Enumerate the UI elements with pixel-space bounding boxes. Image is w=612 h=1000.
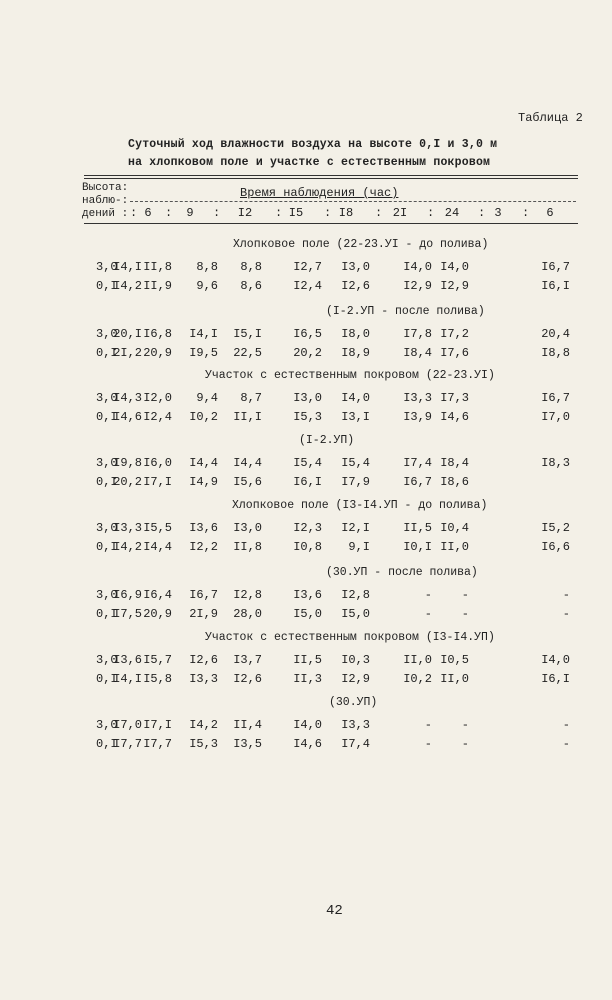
table-cell: I8,3 [541, 456, 570, 470]
table-cell: I2,6 [189, 653, 218, 667]
table-cell: I2,7 [293, 260, 322, 274]
table-cell: I8,8 [541, 346, 570, 360]
table-cell: I9,8 [113, 456, 142, 470]
table-cell: I2,2 [189, 540, 218, 554]
row-height: 3,0 [96, 327, 118, 341]
table-cell: I7,6 [440, 346, 469, 360]
table-cell: I4,0 [403, 260, 432, 274]
table-cell: 20,I [113, 327, 142, 341]
header-separator: : [213, 206, 221, 220]
header-separator: : [165, 206, 173, 220]
table-cell: I3,0 [341, 260, 370, 274]
row-height: 0,I [96, 410, 118, 424]
height-column-header [82, 182, 130, 221]
table-cell: II,0 [440, 672, 469, 686]
table-cell: 8,6 [240, 279, 262, 293]
table-cell: I4,2 [113, 279, 142, 293]
table-cell: I6,9 [113, 588, 142, 602]
table-cell: I4,0 [341, 391, 370, 405]
table-cell: II,3 [293, 672, 322, 686]
table-cell: I3,3 [189, 672, 218, 686]
time-header-cell: 9 [186, 206, 194, 220]
table-cell: I6,7 [403, 475, 432, 489]
table-cell: I3,7 [233, 653, 262, 667]
table-cell: I5,5 [143, 521, 172, 535]
table-cell: 9,I [348, 540, 370, 554]
table-cell: - [461, 607, 469, 621]
table-cell: I8,4 [403, 346, 432, 360]
table-cell: I3,0 [233, 521, 262, 535]
row-height: 3,0 [96, 260, 118, 274]
table-caption-line2: на хлопковом поле и участке с естественным покровом [128, 156, 491, 169]
table-cell: - [562, 607, 570, 621]
table-cell: - [424, 588, 432, 602]
row-height: 3,0 [96, 456, 118, 470]
height-header-line: дений : [82, 208, 129, 220]
section-title: Участок с естественным покровом (22-23.УI) [205, 369, 495, 382]
row-height: 3,0 [96, 588, 118, 602]
table-cell: - [424, 607, 432, 621]
table-cell: 20,9 [143, 346, 172, 360]
time-header-row [130, 206, 576, 220]
table-cell: I6,7 [189, 588, 218, 602]
header-divider [130, 201, 576, 202]
table-cell: - [461, 588, 469, 602]
table-cell: I2,4 [293, 279, 322, 293]
table-cell: 20,9 [143, 607, 172, 621]
section-title: Хлопковое поле (22-23.УI - до полива) [233, 238, 489, 251]
table-cell: I5,0 [341, 607, 370, 621]
table-cell: I5,2 [541, 521, 570, 535]
table-cell: I8,9 [341, 346, 370, 360]
section-title: (30.УП) [329, 696, 378, 709]
header-separator: : [275, 206, 283, 220]
table-cell: I4,2 [113, 540, 142, 554]
table-cell: I0,I [403, 540, 432, 554]
table-cell: I3,9 [403, 410, 432, 424]
row-height: 3,0 [96, 718, 118, 732]
table-cell: - [562, 718, 570, 732]
table-cell: I4,I [113, 260, 142, 274]
table-cell: I4,I [113, 672, 142, 686]
table-cell: 20,4 [541, 327, 570, 341]
table-cell: I4,I [189, 327, 218, 341]
row-height: 0,I [96, 737, 118, 751]
table-cell: I3,3 [341, 718, 370, 732]
table-cell: I4,0 [541, 653, 570, 667]
table-cell: I6,5 [293, 327, 322, 341]
row-height: 0,I [96, 475, 118, 489]
table-cell: I6,6 [541, 540, 570, 554]
table-cell: I3,6 [189, 521, 218, 535]
table-cell: I9,5 [189, 346, 218, 360]
table-cell: - [562, 588, 570, 602]
table-cell: 8,8 [196, 260, 218, 274]
header-separator: : [324, 206, 332, 220]
table-cell: I0,8 [293, 540, 322, 554]
table-cell: II,8 [233, 540, 262, 554]
table-cell: II,5 [293, 653, 322, 667]
table-cell: I0,2 [189, 410, 218, 424]
table-cell: I8,6 [440, 475, 469, 489]
table-cell: I4,6 [113, 410, 142, 424]
row-height: 0,I [96, 540, 118, 554]
table-cell: I6,I [541, 672, 570, 686]
table-cell: I3,3 [403, 391, 432, 405]
table-cell: I2,8 [341, 588, 370, 602]
table-cell: I5,7 [143, 653, 172, 667]
table-cell: - [562, 737, 570, 751]
table-cell: I8,0 [341, 327, 370, 341]
table-cell: I6,I [541, 279, 570, 293]
table-cell: 20,2 [113, 475, 142, 489]
table-cell: I4,0 [293, 718, 322, 732]
table-cell: I2,6 [341, 279, 370, 293]
table-cell: I2,3 [293, 521, 322, 535]
height-header-line: Высота: [82, 182, 129, 194]
table-cell: I3,3 [113, 521, 142, 535]
table-cell: I7,9 [341, 475, 370, 489]
table-cell: I4,2 [189, 718, 218, 732]
table-cell: 9,6 [196, 279, 218, 293]
table-cell: I2,6 [233, 672, 262, 686]
table-cell: - [461, 737, 469, 751]
table-cell: I4,0 [440, 260, 469, 274]
height-header-line: наблю-: [82, 195, 129, 207]
row-height: 0,I [96, 607, 118, 621]
table-cell: I5,4 [341, 456, 370, 470]
table-cell: I2,4 [143, 410, 172, 424]
table-cell: I7,I [143, 475, 172, 489]
time-header-cell: I5 [288, 206, 304, 220]
table-cell: I7,0 [541, 410, 570, 424]
row-height: 0,I [96, 672, 118, 686]
row-height: 0,I [96, 346, 118, 360]
table-cell: 20,2 [293, 346, 322, 360]
table-cell: - [424, 737, 432, 751]
table-cell: I7,3 [440, 391, 469, 405]
table-cell: I5,0 [293, 607, 322, 621]
row-height: 3,0 [96, 653, 118, 667]
section-title: Хлопковое поле (I3-I4.УП - до полива) [232, 499, 488, 512]
table-cell: I6,I [293, 475, 322, 489]
table-cell: I2,9 [341, 672, 370, 686]
header-separator: : [130, 206, 138, 220]
top-rule [84, 175, 578, 176]
table-cell: 2I,2 [113, 346, 142, 360]
table-cell: I4,4 [143, 540, 172, 554]
table-cell: I5,4 [293, 456, 322, 470]
top-rule-double [84, 178, 578, 179]
table-cell: I4,4 [233, 456, 262, 470]
table-cell: I2,0 [143, 391, 172, 405]
page-number: 42 [326, 903, 343, 919]
table-cell: I3,0 [293, 391, 322, 405]
table-cell: - [424, 718, 432, 732]
table-cell: I6,7 [541, 391, 570, 405]
row-height: 3,0 [96, 391, 118, 405]
header-separator: : [375, 206, 383, 220]
table-cell: I2,9 [403, 279, 432, 293]
table-cell: I7,2 [440, 327, 469, 341]
table-cell: I0,5 [440, 653, 469, 667]
table-cell: - [461, 718, 469, 732]
table-cell: I6,0 [143, 456, 172, 470]
time-header-cell: I2 [237, 206, 253, 220]
table-cell: I4,9 [189, 475, 218, 489]
table-cell: I7,7 [113, 737, 142, 751]
table-cell: I4,4 [189, 456, 218, 470]
table-cell: I3,6 [293, 588, 322, 602]
table-cell: I0,2 [403, 672, 432, 686]
table-cell: II,0 [403, 653, 432, 667]
table-cell: 9,4 [196, 391, 218, 405]
table-cell: I8,4 [440, 456, 469, 470]
section-title: Участок с естественным покровом (I3-I4.УП) [205, 631, 495, 644]
table-cell: I7,4 [403, 456, 432, 470]
table-cell: 28,0 [233, 607, 262, 621]
table-cell: I3,5 [233, 737, 262, 751]
table-cell: 8,7 [240, 391, 262, 405]
table-cell: I7,7 [143, 737, 172, 751]
time-header-cell: I8 [338, 206, 354, 220]
table-cell: I5,3 [293, 410, 322, 424]
table-cell: I2,8 [233, 588, 262, 602]
table-cell: I4,6 [440, 410, 469, 424]
table-cell: I7,5 [113, 607, 142, 621]
table-cell: II,I [233, 410, 262, 424]
table-cell: II,9 [143, 279, 172, 293]
table-cell: I4,3 [113, 391, 142, 405]
time-header-cell: 6 [546, 206, 554, 220]
time-header-cell: 24 [444, 206, 460, 220]
table-cell: I7,0 [113, 718, 142, 732]
row-height: 0,I [96, 279, 118, 293]
table-cell: I7,I [143, 718, 172, 732]
table-cell: I7,4 [341, 737, 370, 751]
table-cell: I5,6 [233, 475, 262, 489]
header-bottom-rule [84, 223, 578, 224]
table-cell: II,4 [233, 718, 262, 732]
header-separator: : [522, 206, 530, 220]
header-separator: : [478, 206, 486, 220]
table-cell: I2,9 [440, 279, 469, 293]
table-cell: I0,3 [341, 653, 370, 667]
section-title: (30.УП - после полива) [326, 566, 478, 579]
table-cell: I0,4 [440, 521, 469, 535]
table-cell: I6,4 [143, 588, 172, 602]
row-height: 3,0 [96, 521, 118, 535]
table-caption-line1: Суточный ход влажности воздуха на высоте 0,I и 3,0 м [128, 138, 498, 151]
table-cell: 2I,9 [189, 607, 218, 621]
table-cell: 22,5 [233, 346, 262, 360]
table-cell: I6,7 [541, 260, 570, 274]
header-separator: : [427, 206, 435, 220]
table-label: Таблица 2 [518, 111, 583, 125]
table-cell: I3,I [341, 410, 370, 424]
table-cell: II,5 [403, 521, 432, 535]
table-cell: 8,8 [240, 260, 262, 274]
table-cell: I7,8 [403, 327, 432, 341]
section-title: (I-2.УП - после полива) [326, 305, 485, 318]
time-header-cell: 2I [392, 206, 408, 220]
table-cell: II,0 [440, 540, 469, 554]
time-header-cell: 3 [494, 206, 502, 220]
table-cell: I5,3 [189, 737, 218, 751]
time-header-title: Время наблюдения (час) [240, 186, 399, 200]
table-cell: I6,8 [143, 327, 172, 341]
time-header-cell: 6 [144, 206, 152, 220]
table-cell: I2,I [341, 521, 370, 535]
section-title: (I-2.УП) [299, 434, 355, 447]
table-cell: I5,8 [143, 672, 172, 686]
table-cell: I4,6 [293, 737, 322, 751]
table-cell: I5,I [233, 327, 262, 341]
table-cell: II,8 [143, 260, 172, 274]
table-cell: I3,6 [113, 653, 142, 667]
